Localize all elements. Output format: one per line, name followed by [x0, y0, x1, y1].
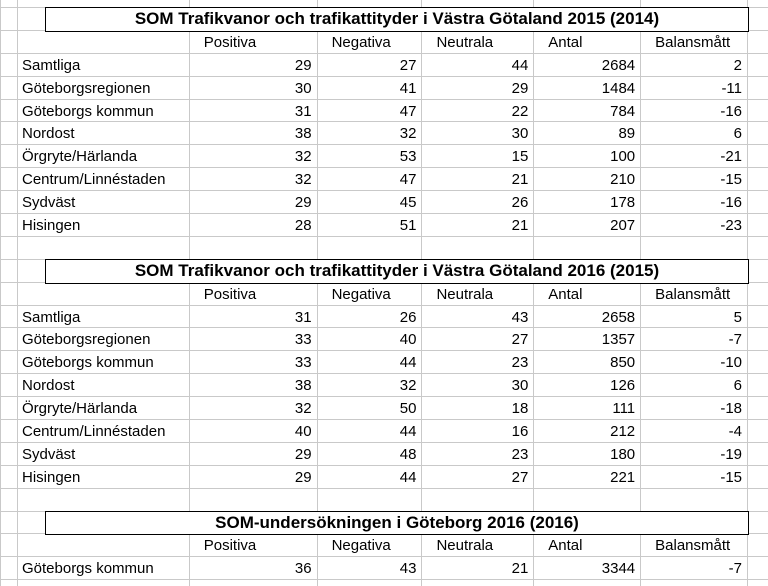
cell-value[interactable]: 53 [318, 145, 423, 168]
cell-value[interactable]: 27 [422, 328, 534, 351]
edge-cell [748, 145, 768, 168]
gutter-cell [1, 328, 18, 351]
table-row [1, 466, 768, 489]
cell-value[interactable]: 180 [534, 443, 641, 466]
cell-value[interactable]: 31 [190, 100, 318, 123]
column-header[interactable]: Antal [534, 534, 641, 557]
empty-label-cell [18, 31, 190, 54]
cell-value[interactable]: 32 [318, 122, 423, 145]
cell-value[interactable]: -21 [641, 145, 748, 168]
column-header[interactable]: Neutrala [422, 534, 534, 557]
table-row [1, 420, 768, 443]
cell-value[interactable]: 44 [422, 54, 534, 77]
table-row [1, 214, 768, 237]
cell-value[interactable]: -15 [641, 168, 748, 191]
cell-value[interactable]: 212 [534, 420, 641, 443]
table-row [1, 191, 768, 214]
empty-cell [190, 489, 318, 512]
edge-cell [748, 191, 768, 214]
cell-value[interactable]: 1484 [534, 77, 641, 100]
empty-cell [534, 580, 641, 586]
edge-cell [748, 0, 768, 8]
row-label[interactable]: Göteborgsregionen [18, 77, 190, 100]
cell-value[interactable]: 18 [422, 397, 534, 420]
cell-value[interactable]: 21 [422, 168, 534, 191]
header-row [1, 534, 768, 557]
spacer-row [1, 489, 768, 512]
cell-value[interactable]: -15 [641, 466, 748, 489]
edge-cell [748, 54, 768, 77]
gutter-cell [1, 306, 18, 329]
cell-value[interactable]: -23 [641, 214, 748, 237]
cell-value[interactable]: 850 [534, 351, 641, 374]
empty-cell [534, 489, 641, 512]
cell-value[interactable]: 51 [318, 214, 423, 237]
gutter-cell [1, 0, 18, 8]
table-row [1, 168, 768, 191]
cell-value[interactable]: 32 [190, 168, 318, 191]
cell-value[interactable]: 45 [318, 191, 423, 214]
cell-value[interactable]: 210 [534, 168, 641, 191]
column-header[interactable]: Antal [534, 283, 641, 306]
cell-value[interactable]: 22 [422, 100, 534, 123]
gutter-cell [1, 168, 18, 191]
empty-cell [318, 237, 423, 260]
cell-value[interactable]: -16 [641, 100, 748, 123]
title-row [1, 260, 768, 283]
table-row [1, 306, 768, 329]
gutter-cell [1, 466, 18, 489]
cell-value[interactable]: 2 [641, 54, 748, 77]
edge-cell [748, 283, 768, 306]
cell-value[interactable]: 36 [190, 557, 318, 580]
edge-cell [748, 237, 768, 260]
cell-value[interactable]: -10 [641, 351, 748, 374]
column-header[interactable]: Positiva [190, 534, 318, 557]
gutter-cell [1, 397, 18, 420]
cell-value[interactable]: 32 [318, 374, 423, 397]
table-row [1, 145, 768, 168]
table-row [1, 122, 768, 145]
cell-value[interactable]: 27 [422, 466, 534, 489]
cell-value[interactable]: 30 [422, 374, 534, 397]
row-label[interactable]: Göteborgs kommun [18, 557, 190, 580]
gutter-cell [1, 77, 18, 100]
cell-value[interactable]: 26 [422, 191, 534, 214]
table-row [1, 328, 768, 351]
cell-value[interactable]: 40 [318, 328, 423, 351]
edge-cell [748, 328, 768, 351]
row-label[interactable]: Nordost [18, 374, 190, 397]
title-row [1, 8, 768, 31]
cell-value[interactable]: 207 [534, 214, 641, 237]
gutter-cell [1, 489, 18, 512]
cell-value[interactable]: 44 [318, 466, 423, 489]
empty-cell [422, 237, 534, 260]
table-title[interactable]: SOM Trafikvanor och trafikattityder i Västra Götaland 2015 (2014) [45, 7, 749, 32]
cell-value[interactable]: 784 [534, 100, 641, 123]
column-header[interactable]: Neutrala [422, 31, 534, 54]
cell-value[interactable]: 23 [422, 351, 534, 374]
gutter-cell [1, 512, 18, 535]
column-header[interactable]: Negativa [318, 31, 423, 54]
gutter-cell [1, 191, 18, 214]
cell-value[interactable]: 28 [190, 214, 318, 237]
column-header[interactable]: Antal [534, 31, 641, 54]
gutter-cell [1, 534, 18, 557]
cell-value[interactable]: -11 [641, 77, 748, 100]
empty-cell [641, 489, 748, 512]
edge-cell [748, 168, 768, 191]
cell-value[interactable]: 40 [190, 420, 318, 443]
header-row [1, 283, 768, 306]
empty-cell [318, 489, 423, 512]
cell-value[interactable]: 6 [641, 374, 748, 397]
edge-cell [748, 100, 768, 123]
cell-value[interactable]: 43 [318, 557, 423, 580]
row-label[interactable]: Hisingen [18, 214, 190, 237]
cell-value[interactable]: 100 [534, 145, 641, 168]
row-label[interactable]: Samtliga [18, 306, 190, 329]
table-row [1, 557, 768, 580]
cell-value[interactable]: 5 [641, 306, 748, 329]
cell-value[interactable]: 27 [318, 54, 423, 77]
cell-value[interactable]: 29 [190, 191, 318, 214]
gutter-cell [1, 100, 18, 123]
cell-value[interactable]: 6 [641, 122, 748, 145]
gutter-cell [1, 237, 18, 260]
empty-cell [190, 580, 318, 586]
edge-cell [748, 214, 768, 237]
column-header[interactable]: Positiva [190, 31, 318, 54]
table-row [1, 77, 768, 100]
cell-value[interactable]: 32 [190, 145, 318, 168]
edge-cell [748, 443, 768, 466]
table-row [1, 54, 768, 77]
empty-cell [422, 580, 534, 586]
cell-value[interactable]: 38 [190, 374, 318, 397]
empty-cell [641, 237, 748, 260]
cell-value[interactable]: 21 [422, 214, 534, 237]
edge-cell [748, 466, 768, 489]
gutter-cell [1, 8, 18, 31]
edge-cell [748, 534, 768, 557]
gutter-cell [1, 145, 18, 168]
cell-value[interactable]: 178 [534, 191, 641, 214]
gutter-cell [1, 374, 18, 397]
column-header[interactable]: Balansmått [641, 283, 748, 306]
column-header[interactable]: Positiva [190, 283, 318, 306]
cell-value[interactable]: -4 [641, 420, 748, 443]
gutter-cell [1, 351, 18, 374]
row-label[interactable]: Göteborgs kommun [18, 100, 190, 123]
cell-value[interactable]: 29 [422, 77, 534, 100]
empty-cell [534, 237, 641, 260]
empty-label-cell [18, 283, 190, 306]
edge-cell [748, 31, 768, 54]
cell-value[interactable]: 50 [318, 397, 423, 420]
row-label[interactable]: Samtliga [18, 54, 190, 77]
cell-value[interactable]: -19 [641, 443, 748, 466]
gutter-cell [1, 443, 18, 466]
cell-value[interactable]: 38 [190, 122, 318, 145]
cell-value[interactable]: -16 [641, 191, 748, 214]
edge-cell [748, 580, 768, 586]
title-row [1, 512, 768, 535]
cell-value[interactable]: 29 [190, 443, 318, 466]
gutter-cell [1, 122, 18, 145]
cell-value[interactable]: 47 [318, 168, 423, 191]
empty-cell [318, 580, 423, 586]
column-header[interactable]: Neutrala [422, 283, 534, 306]
cell-value[interactable]: 1357 [534, 328, 641, 351]
cell-value[interactable]: 26 [318, 306, 423, 329]
table-row [1, 100, 768, 123]
row-label[interactable]: Örgryte/Härlanda [18, 145, 190, 168]
cell-value[interactable]: 23 [422, 443, 534, 466]
cell-value[interactable]: 3344 [534, 557, 641, 580]
empty-cell [190, 237, 318, 260]
empty-cell [18, 489, 190, 512]
table-title[interactable]: SOM-undersökningen i Göteborg 2016 (2016) [45, 511, 749, 536]
cell-value[interactable]: -18 [641, 397, 748, 420]
cell-value[interactable]: 30 [422, 122, 534, 145]
edge-cell [748, 306, 768, 329]
row-label[interactable]: Centrum/Linnéstaden [18, 168, 190, 191]
gutter-cell [1, 260, 18, 283]
empty-cell [641, 580, 748, 586]
cell-value[interactable]: 44 [318, 420, 423, 443]
edge-cell [748, 77, 768, 100]
edge-cell [748, 420, 768, 443]
table-row [1, 443, 768, 466]
edge-cell [748, 374, 768, 397]
cell-value[interactable]: 15 [422, 145, 534, 168]
cell-value[interactable]: 2658 [534, 306, 641, 329]
row-label[interactable]: Örgryte/Härlanda [18, 397, 190, 420]
row-label[interactable]: Göteborgsregionen [18, 328, 190, 351]
cell-value[interactable]: 16 [422, 420, 534, 443]
gutter-cell [1, 580, 18, 586]
empty-cell [18, 580, 190, 586]
edge-cell [748, 489, 768, 512]
cell-value[interactable]: 89 [534, 122, 641, 145]
gutter-cell [1, 31, 18, 54]
empty-cell [18, 237, 190, 260]
cell-value[interactable]: 43 [422, 306, 534, 329]
cell-value[interactable]: 29 [190, 54, 318, 77]
row-label[interactable]: Hisingen [18, 466, 190, 489]
row-label[interactable]: Göteborgs kommun [18, 351, 190, 374]
table-row [1, 351, 768, 374]
edge-cell [748, 557, 768, 580]
edge-cell [748, 351, 768, 374]
empty-label-cell [18, 534, 190, 557]
table-row [1, 374, 768, 397]
column-header[interactable]: Negativa [318, 534, 423, 557]
row-label[interactable]: Nordost [18, 122, 190, 145]
cell-value[interactable]: 41 [318, 77, 423, 100]
spacer-row [1, 237, 768, 260]
cell-value[interactable]: 48 [318, 443, 423, 466]
row-label[interactable]: Sydväst [18, 443, 190, 466]
edge-cell [748, 397, 768, 420]
cell-value[interactable]: 44 [318, 351, 423, 374]
table-row [1, 397, 768, 420]
row-label[interactable]: Centrum/Linnéstaden [18, 420, 190, 443]
cell-value[interactable]: 47 [318, 100, 423, 123]
column-header[interactable]: Negativa [318, 283, 423, 306]
column-header[interactable]: Balansmått [641, 31, 748, 54]
table-title[interactable]: SOM Trafikvanor och trafikattityder i Västra Götaland 2016 (2015) [45, 259, 749, 284]
cell-value[interactable]: 31 [190, 306, 318, 329]
filler-row [1, 580, 768, 586]
row-label[interactable]: Sydväst [18, 191, 190, 214]
edge-cell [748, 122, 768, 145]
cell-value[interactable]: -7 [641, 328, 748, 351]
gutter-cell [1, 420, 18, 443]
header-row [1, 31, 768, 54]
empty-cell [422, 489, 534, 512]
cell-value[interactable]: 33 [190, 351, 318, 374]
gutter-cell [1, 283, 18, 306]
gutter-cell [1, 54, 18, 77]
cell-value[interactable]: 21 [422, 557, 534, 580]
cell-value[interactable]: 111 [534, 397, 641, 420]
cell-value[interactable]: -7 [641, 557, 748, 580]
cell-value[interactable]: 29 [190, 466, 318, 489]
cell-value[interactable]: 32 [190, 397, 318, 420]
gutter-cell [1, 557, 18, 580]
cell-value[interactable]: 221 [534, 466, 641, 489]
cell-value[interactable]: 30 [190, 77, 318, 100]
gutter-cell [1, 214, 18, 237]
cell-value[interactable]: 2684 [534, 54, 641, 77]
column-header[interactable]: Balansmått [641, 534, 748, 557]
cell-value[interactable]: 126 [534, 374, 641, 397]
cell-value[interactable]: 33 [190, 328, 318, 351]
